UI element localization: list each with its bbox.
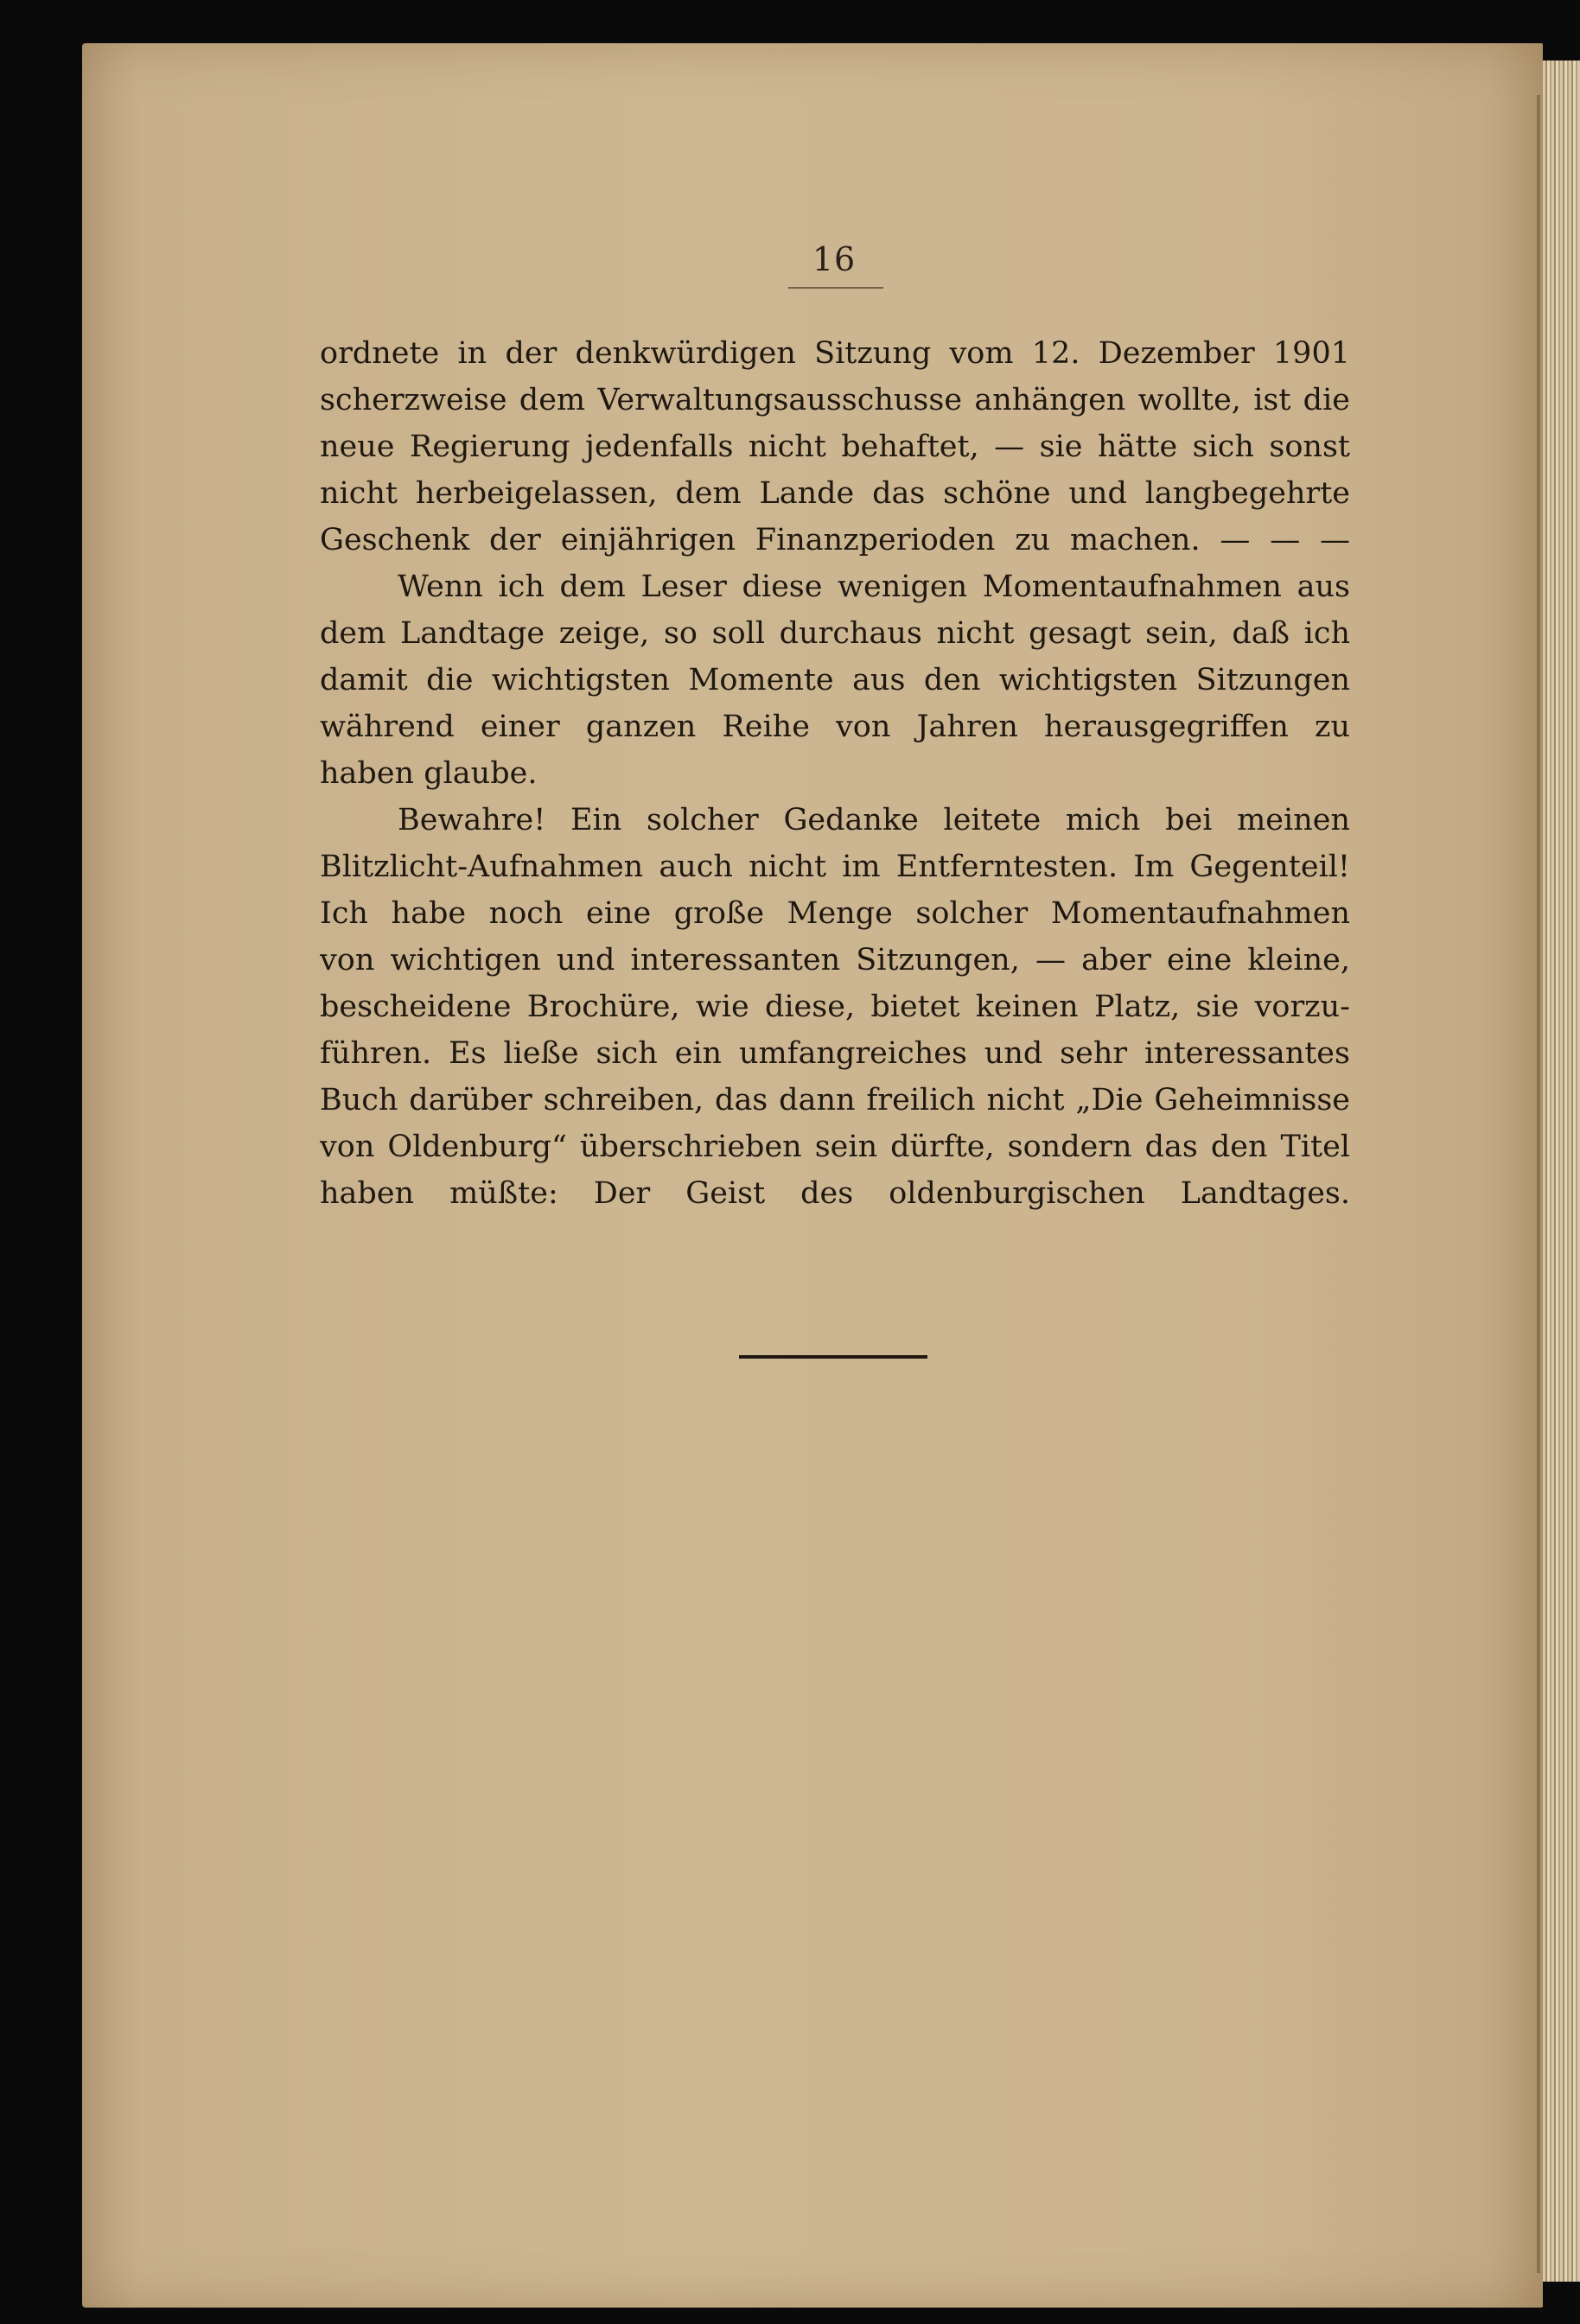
binding-edge xyxy=(1537,95,1540,2273)
text-line: Blitzlicht-Aufnahmen auch nicht im Entferntesten. Im Gegenteil! xyxy=(320,850,1350,884)
text-line: von wichtigen und interessanten Sitzungen, — aber eine kleine, xyxy=(320,943,1350,977)
page-number-underline xyxy=(788,287,883,289)
text-line: damit die wichtigsten Momente aus den wichtigsten Sitzungen xyxy=(320,663,1350,697)
text-line: Geschenk der einjährigen Finanzperioden zu machen. — — — xyxy=(320,523,1350,557)
text-line: dem Landtage zeige, so soll durchaus nicht gesagt sein, daß ich xyxy=(320,616,1350,651)
text-line: haben glaube. xyxy=(320,756,538,791)
page-number: 16 xyxy=(812,240,857,278)
text-line: Ich habe noch eine große Menge solcher Momentaufnahmen xyxy=(320,896,1350,931)
text-line: bescheidene Brochüre, wie diese, bietet keinen Platz, sie vorzu- xyxy=(320,990,1350,1024)
text-line: scherzweise dem Verwaltungsausschusse anhängen wollte, ist die xyxy=(320,383,1350,417)
page-edges xyxy=(1543,60,1580,2282)
text-line: neue Regierung jedenfalls nicht behaftet, — sie hätte sich sonst xyxy=(320,430,1350,464)
text-line: haben müßte: Der Geist des oldenburgischen Landtages. xyxy=(320,1176,1350,1211)
text-line: von Oldenburg“ überschrieben sein dürfte, sondern das den Titel xyxy=(320,1130,1350,1164)
text-line: führen. Es ließe sich ein umfangreiches und sehr interessantes xyxy=(320,1036,1350,1071)
text-line: ordnete in der denkwürdigen Sitzung vom 12. Dezember 1901 xyxy=(320,336,1350,371)
body-text xyxy=(320,330,1350,1217)
text-line: während einer ganzen Reihe von Jahren herausgegriffen zu xyxy=(320,710,1350,744)
text-line: Wenn ich dem Leser diese wenigen Momentaufnahmen aus xyxy=(398,570,1350,604)
closing-rule xyxy=(739,1355,927,1359)
text-line: nicht herbeigelassen, dem Lande das schöne und langbegehrte xyxy=(320,476,1350,511)
text-line: Buch darüber schreiben, das dann freilich nicht „Die Geheimnisse xyxy=(320,1083,1350,1117)
text-line: Bewahre! Ein solcher Gedanke leitete mich bei meinen xyxy=(398,803,1350,837)
